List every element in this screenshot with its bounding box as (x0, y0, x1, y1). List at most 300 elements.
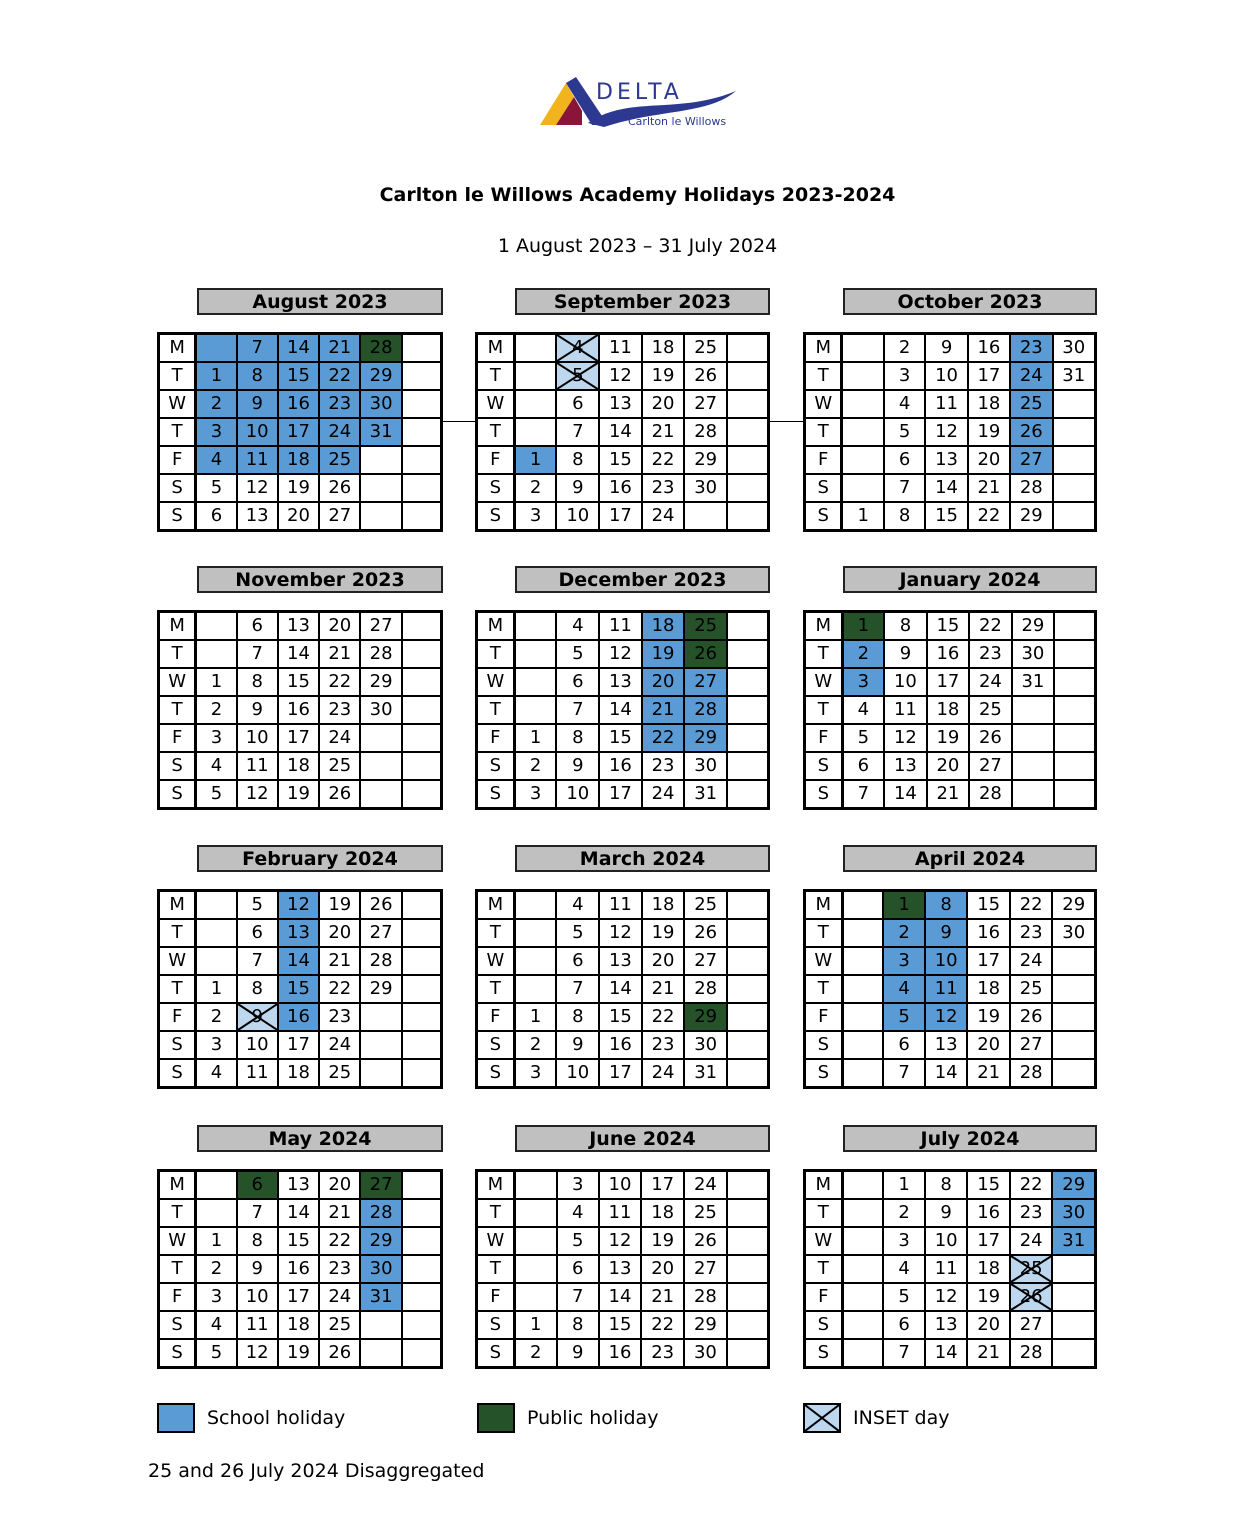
week-row (805, 1031, 1096, 1059)
week-row (477, 334, 769, 363)
day-cell: 20 (319, 612, 360, 641)
day-cell: 17 (278, 1283, 319, 1311)
month-title: September 2023 (515, 288, 770, 315)
day-number: 5 (572, 365, 584, 386)
day-cell: 23 (642, 752, 685, 780)
month-table (475, 332, 770, 532)
day-cell: 16 (278, 1255, 319, 1283)
day-cell: 18 (278, 1311, 319, 1339)
weekday-label: F (805, 724, 843, 752)
weekday-label: F (805, 446, 842, 474)
weekday-label: S (159, 1311, 196, 1339)
day-cell: 17 (641, 1171, 684, 1200)
weekday-label: F (159, 1283, 196, 1311)
day-cell-school-holiday: 14 (278, 334, 319, 363)
day-cell (727, 780, 769, 809)
day-cell: 17 (927, 668, 970, 696)
week-row (159, 1339, 442, 1368)
day-cell (727, 1171, 769, 1200)
week-row (477, 1255, 769, 1283)
day-cell (1053, 446, 1096, 474)
day-cell (360, 780, 401, 809)
day-cell (402, 1171, 442, 1200)
day-cell: 27 (969, 752, 1012, 780)
day-cell-school-holiday: 25 (319, 446, 360, 474)
day-cell: 11 (925, 390, 967, 418)
day-cell: 19 (968, 418, 1010, 446)
weekday-label: W (477, 390, 515, 418)
day-cell: 4 (196, 752, 237, 780)
legend-public-holiday (477, 1402, 658, 1434)
day-cell: 23 (319, 1003, 360, 1031)
day-cell-school-holiday: 4 (196, 446, 237, 474)
day-cell (1053, 474, 1096, 502)
day-cell: 1 (842, 502, 884, 531)
day-cell: 25 (319, 1311, 360, 1339)
weekday-label: S (477, 1311, 515, 1339)
day-cell (1052, 1059, 1095, 1088)
day-cell (727, 362, 769, 390)
day-cell: 11 (599, 1199, 642, 1227)
day-cell-school-holiday: 9 (925, 919, 968, 947)
day-cell: 23 (969, 640, 1012, 668)
day-cell: 6 (237, 612, 278, 641)
day-cell: 21 (642, 975, 685, 1003)
week-row (159, 975, 442, 1003)
day-cell (1052, 975, 1095, 1003)
month-title: October 2023 (843, 288, 1097, 315)
weekday-label: T (159, 696, 196, 724)
day-cell-school-holiday: 15 (278, 975, 319, 1003)
day-cell: 3 (883, 1227, 925, 1255)
day-cell: 26 (1010, 1003, 1053, 1031)
day-cell: 6 (556, 390, 599, 418)
day-cell-school-holiday: 22 (319, 362, 360, 390)
day-cell: 18 (642, 334, 685, 363)
day-cell: 16 (599, 1339, 642, 1368)
week-row (805, 1199, 1096, 1227)
weekday-label: M (805, 1171, 843, 1200)
week-row (805, 418, 1096, 446)
week-row (159, 1199, 442, 1227)
day-cell (402, 1227, 442, 1255)
weekday-label: S (805, 1031, 843, 1059)
weekday-label: T (477, 1199, 515, 1227)
day-cell: 16 (967, 1199, 1010, 1227)
day-cell: 8 (925, 1171, 968, 1200)
day-cell: 1 (514, 724, 556, 752)
day-cell: 15 (967, 891, 1010, 920)
day-cell: 5 (196, 1339, 237, 1368)
day-cell: 4 (884, 390, 925, 418)
week-row (805, 891, 1096, 920)
day-cell (1054, 668, 1095, 696)
day-cell-public-holiday: 27 (360, 1171, 401, 1200)
day-cell: 3 (196, 1031, 237, 1059)
day-cell: 19 (278, 1339, 319, 1368)
day-cell: 7 (557, 1283, 599, 1311)
day-cell (842, 975, 883, 1003)
week-row (477, 947, 769, 975)
weekday-label: S (805, 1339, 843, 1368)
divider (770, 421, 803, 422)
day-cell (727, 334, 769, 363)
month-title: November 2023 (197, 566, 443, 593)
day-cell: 31 (684, 1059, 727, 1088)
week-row (477, 752, 769, 780)
month-table (475, 1169, 770, 1369)
day-cell-public-holiday: 6 (237, 1171, 278, 1200)
week-row (477, 418, 769, 446)
day-cell: 22 (968, 502, 1010, 531)
day-cell: 21 (319, 947, 360, 975)
day-cell-school-holiday: 3 (842, 668, 884, 696)
day-cell: 11 (237, 752, 278, 780)
weekday-label: W (477, 947, 515, 975)
day-cell: 20 (641, 1255, 684, 1283)
day-cell: 11 (599, 891, 642, 920)
day-cell: 21 (641, 1283, 684, 1311)
day-cell (842, 1059, 883, 1088)
day-cell: 21 (927, 780, 970, 809)
day-cell (402, 640, 442, 668)
day-cell: 10 (884, 668, 927, 696)
day-number: 4 (572, 337, 584, 358)
day-cell: 25 (969, 696, 1012, 724)
day-cell: 17 (278, 1031, 319, 1059)
day-cell: 14 (925, 1059, 968, 1088)
day-cell-school-holiday: 10 (237, 418, 278, 446)
day-cell: 3 (514, 780, 556, 809)
day-cell: 10 (599, 1171, 642, 1200)
day-cell-school-holiday: 31 (360, 418, 401, 446)
weekday-label: S (805, 752, 843, 780)
day-cell (514, 947, 556, 975)
weekday-label: W (805, 390, 842, 418)
day-cell (360, 1059, 401, 1088)
day-cell-school-holiday: 31 (1052, 1227, 1095, 1255)
day-cell (402, 1255, 442, 1283)
day-cell: 3 (557, 1171, 599, 1200)
weekday-label: T (805, 1199, 843, 1227)
day-cell: 12 (884, 724, 927, 752)
day-cell-school-holiday: 17 (278, 418, 319, 446)
week-row (805, 474, 1096, 502)
week-row (805, 1283, 1096, 1311)
day-cell (402, 1199, 442, 1227)
day-cell: 3 (514, 502, 556, 531)
weekday-label: M (159, 1171, 196, 1200)
day-cell: 8 (556, 446, 599, 474)
day-cell-school-holiday: 23 (319, 390, 360, 418)
day-cell: 4 (196, 1059, 237, 1088)
day-cell (402, 975, 442, 1003)
day-cell: 29 (1010, 502, 1052, 531)
weekday-label: W (159, 390, 196, 418)
day-cell: 24 (684, 1171, 727, 1200)
weekday-label: F (805, 1003, 843, 1031)
cross-icon (805, 1405, 839, 1431)
week-row (477, 1003, 769, 1031)
day-cell (842, 1311, 883, 1339)
weekday-label: F (477, 724, 515, 752)
month-table (475, 610, 770, 810)
day-cell-school-holiday: 30 (1052, 1199, 1095, 1227)
month-title: February 2024 (197, 845, 443, 872)
day-cell (842, 919, 883, 947)
day-cell-public-holiday: 28 (360, 334, 401, 363)
weekday-label: T (159, 1255, 196, 1283)
week-row (159, 1255, 442, 1283)
weekday-label: S (159, 502, 196, 531)
day-cell: 13 (925, 446, 967, 474)
day-cell: 22 (969, 612, 1012, 641)
weekday-label: M (159, 891, 196, 920)
day-cell-school-holiday: 27 (684, 668, 727, 696)
day-cell: 4 (196, 1311, 237, 1339)
day-cell: 24 (969, 668, 1012, 696)
day-cell: 21 (319, 1199, 360, 1227)
day-cell: 5 (557, 1227, 599, 1255)
day-cell: 14 (599, 975, 642, 1003)
date-range: 1 August 2023 – 31 July 2024 (497, 235, 778, 257)
day-cell: 20 (967, 1311, 1010, 1339)
week-row (477, 696, 769, 724)
inset-day-swatch (803, 1403, 841, 1433)
day-cell (514, 975, 556, 1003)
month-title: March 2024 (515, 845, 770, 872)
day-cell: 16 (967, 919, 1010, 947)
day-cell: 25 (684, 891, 727, 920)
day-cell: 22 (319, 975, 360, 1003)
day-cell: 14 (599, 696, 642, 724)
week-row (159, 724, 442, 752)
day-cell: 1 (196, 1227, 237, 1255)
day-cell-school-holiday: 23 (1010, 334, 1052, 363)
weekday-label: F (477, 1003, 515, 1031)
day-cell: 1 (883, 1171, 925, 1200)
day-cell: 30 (684, 1339, 727, 1368)
day-cell (514, 1255, 556, 1283)
day-cell: 12 (599, 362, 642, 390)
day-cell: 24 (642, 780, 685, 809)
day-cell (1054, 780, 1095, 809)
week-row (159, 390, 442, 418)
week-row (477, 1283, 769, 1311)
day-cell (402, 1283, 442, 1311)
day-cell: 6 (842, 752, 884, 780)
day-cell (402, 668, 442, 696)
weekday-label: T (477, 975, 515, 1003)
day-cell: 18 (968, 390, 1010, 418)
weekday-label: M (805, 334, 842, 363)
day-cell-school-holiday: 11 (925, 975, 968, 1003)
day-cell (727, 1339, 769, 1368)
week-row (805, 696, 1096, 724)
week-row (477, 724, 769, 752)
day-cell-school-holiday: 15 (278, 362, 319, 390)
month-title: July 2024 (843, 1125, 1097, 1152)
day-cell: 27 (1010, 1311, 1053, 1339)
day-cell: 2 (514, 1339, 556, 1368)
day-cell: 28 (684, 1283, 727, 1311)
day-cell-school-holiday: 16 (278, 390, 319, 418)
day-cell: 13 (925, 1031, 968, 1059)
day-cell: 12 (237, 1339, 278, 1368)
weekday-label: T (805, 919, 843, 947)
day-cell (402, 1003, 442, 1031)
week-row (477, 1199, 769, 1227)
day-cell: 17 (599, 780, 642, 809)
month-title: May 2024 (197, 1125, 443, 1152)
day-cell: 14 (278, 1199, 319, 1227)
week-row (477, 390, 769, 418)
week-row (159, 947, 442, 975)
day-cell: 18 (967, 975, 1010, 1003)
legend-label: INSET day (853, 1407, 950, 1429)
week-row (805, 1227, 1096, 1255)
day-cell: 2 (196, 696, 237, 724)
day-cell: 9 (556, 1031, 599, 1059)
day-cell: 13 (278, 612, 319, 641)
day-cell: 20 (967, 1031, 1010, 1059)
weekday-label: T (805, 640, 843, 668)
day-cell-inset-day (1010, 1283, 1053, 1311)
day-cell: 18 (641, 1199, 684, 1227)
day-cell-school-holiday: 14 (278, 947, 319, 975)
legend-school-holiday (157, 1402, 345, 1434)
week-row (477, 362, 769, 390)
week-row (159, 891, 442, 920)
day-cell (360, 1339, 401, 1368)
day-cell: 4 (556, 891, 599, 920)
day-cell (360, 1031, 401, 1059)
day-cell: 11 (599, 612, 642, 641)
day-cell: 5 (883, 1283, 925, 1311)
day-cell (514, 612, 556, 641)
day-cell: 22 (319, 1227, 360, 1255)
week-row (805, 1171, 1096, 1200)
delta-logo-icon (508, 55, 770, 155)
day-cell: 23 (1010, 1199, 1053, 1227)
day-cell-public-holiday: 1 (842, 612, 884, 641)
day-cell: 12 (237, 474, 278, 502)
day-cell (727, 474, 769, 502)
day-cell-school-holiday: 13 (278, 919, 319, 947)
week-row (159, 612, 442, 641)
day-cell: 17 (599, 502, 642, 531)
day-cell (402, 1311, 442, 1339)
day-cell: 14 (884, 780, 927, 809)
week-row (805, 919, 1096, 947)
day-cell-school-holiday: 31 (360, 1283, 401, 1311)
weekday-label: M (477, 612, 515, 641)
day-cell: 2 (514, 1031, 556, 1059)
day-cell (842, 446, 884, 474)
day-cell: 3 (196, 1283, 237, 1311)
day-cell: 8 (884, 502, 925, 531)
day-cell (842, 891, 883, 920)
day-cell (727, 446, 769, 474)
day-cell: 21 (967, 1059, 1010, 1088)
week-row (159, 668, 442, 696)
day-cell: 11 (237, 1059, 278, 1088)
day-cell-inset-day (556, 334, 599, 363)
day-cell (727, 390, 769, 418)
day-cell: 9 (237, 1255, 278, 1283)
week-row (159, 1171, 442, 1200)
day-cell (842, 1339, 883, 1368)
day-cell: 8 (557, 1311, 599, 1339)
week-row (159, 1059, 442, 1088)
day-cell (842, 334, 884, 363)
day-cell: 19 (319, 891, 360, 920)
day-cell (1012, 752, 1055, 780)
day-cell: 26 (684, 1227, 727, 1255)
day-cell: 7 (842, 780, 884, 809)
weekday-label: T (477, 919, 515, 947)
day-cell-public-holiday: 29 (684, 1003, 727, 1031)
day-cell: 19 (967, 1283, 1010, 1311)
day-cell (727, 1031, 769, 1059)
week-row (805, 780, 1096, 809)
weekday-label: W (805, 947, 843, 975)
day-cell: 3 (884, 362, 925, 390)
weekday-label: S (805, 1059, 843, 1088)
day-cell-school-holiday: 30 (360, 390, 401, 418)
day-cell (1054, 696, 1095, 724)
day-cell: 24 (319, 1283, 360, 1311)
day-cell (1053, 390, 1096, 418)
day-cell-school-holiday: 25 (1010, 390, 1052, 418)
month-title: January 2024 (843, 566, 1097, 593)
day-cell: 27 (360, 919, 401, 947)
day-cell: 10 (556, 502, 599, 531)
day-cell (842, 474, 884, 502)
day-cell (727, 975, 769, 1003)
week-row (805, 612, 1096, 641)
day-cell (842, 390, 884, 418)
day-cell: 23 (641, 1339, 684, 1368)
day-cell: 15 (278, 1227, 319, 1255)
day-cell: 23 (642, 1031, 685, 1059)
day-cell: 21 (642, 418, 685, 446)
week-row (805, 446, 1096, 474)
day-cell (727, 919, 769, 947)
month-table (803, 332, 1097, 532)
svg-text:DELTA: DELTA (596, 80, 683, 105)
day-cell: 6 (883, 1311, 925, 1339)
day-cell: 24 (642, 1059, 685, 1088)
month-table (157, 610, 443, 810)
week-row (477, 1311, 769, 1339)
day-cell: 2 (196, 1003, 237, 1031)
day-cell (402, 696, 442, 724)
day-cell (360, 446, 401, 474)
month-title: April 2024 (843, 845, 1097, 872)
weekday-label: T (805, 1255, 843, 1283)
weekday-label: T (159, 418, 196, 446)
public-holiday-swatch (477, 1403, 515, 1433)
week-row (159, 752, 442, 780)
day-cell: 8 (237, 975, 278, 1003)
weekday-label: M (477, 334, 515, 363)
day-cell: 15 (927, 612, 970, 641)
day-cell: 2 (514, 474, 556, 502)
day-cell (727, 1199, 769, 1227)
day-cell: 10 (556, 1059, 599, 1088)
day-cell (1052, 1283, 1095, 1311)
